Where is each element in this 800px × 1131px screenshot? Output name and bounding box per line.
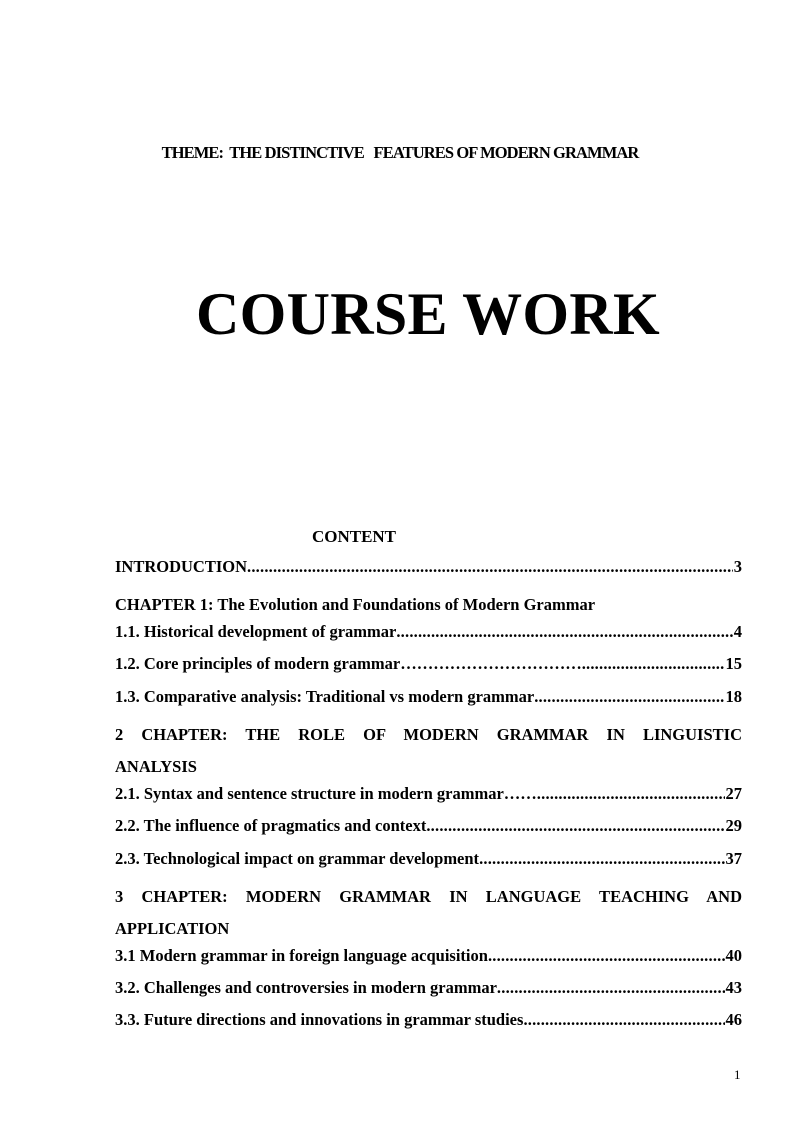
toc-entry-1-3 — [115, 687, 742, 719]
toc-chapter-2-heading-line1: 2 CHAPTER: THE ROLE OF MODERN GRAMMAR IN LINGUISTIC — [115, 724, 742, 744]
dot-leader — [396, 622, 732, 642]
content-heading: CONTENT — [311, 527, 397, 546]
dot-leader — [523, 1010, 724, 1030]
toc-chapter-3-heading-line2: APPLICATION — [115, 919, 230, 939]
dot-leader — [537, 784, 725, 804]
toc-entry-page: 3 — [733, 557, 742, 576]
toc-entry-label: 3.3. Future directions and innovations in grammar studies — [115, 1010, 524, 1030]
toc-chapter-1-heading: CHAPTER 1: The Evolution and Foundations of Modern Grammar — [115, 595, 596, 615]
table-of-contents — [115, 557, 742, 1043]
toc-entry-2-1 — [115, 784, 742, 816]
toc-entry-label: INTRODUCTION — [115, 557, 248, 576]
dot-leader — [479, 849, 724, 869]
toc-entry-page: 18 — [725, 686, 742, 706]
toc-entry-page: 37 — [725, 848, 742, 868]
toc-entry-3-1 — [115, 946, 742, 978]
dot-leader — [534, 687, 724, 707]
toc-entry-label: 2.2. The influence of pragmatics and context — [115, 816, 427, 836]
toc-entry-page: 43 — [725, 978, 742, 998]
toc-entry-page: 27 — [725, 783, 742, 803]
toc-chapter-3-heading-line1: 3 CHAPTER: MODERN GRAMMAR IN LANGUAGE TEACHING AND — [115, 886, 742, 906]
toc-entry-3-2 — [115, 978, 742, 1010]
document-title: COURSE WORK — [196, 281, 660, 347]
toc-entry-label: 1.2. Core principles of modern grammar…………………………… — [115, 654, 582, 674]
toc-chapter-2-heading-line2: ANALYSIS — [115, 757, 197, 777]
toc-entry-label: 3.2. Challenges and controversies in modern grammar — [115, 978, 497, 998]
toc-entry-introduction — [115, 557, 742, 589]
toc-entry-page: 29 — [725, 816, 742, 836]
toc-entry-3-3 — [115, 1010, 742, 1042]
toc-entry-page: 4 — [733, 621, 742, 641]
toc-entry-label: 3.1 Modern grammar in foreign language acquisition — [115, 945, 488, 965]
dot-leader — [426, 816, 724, 836]
toc-entry-label: 2.1. Syntax and sentence structure in modern grammar…… — [115, 783, 537, 803]
toc-entry-label: 1.1. Historical development of grammar — [115, 621, 397, 641]
toc-entry-2-2 — [115, 816, 742, 848]
page-number: 1 — [734, 1067, 741, 1082]
document-theme: THEME: THE DISTINCTIVE FEATURES OF MODERN GRAMMAR — [161, 143, 639, 162]
dot-leader — [488, 946, 725, 966]
toc-entry-label: 1.3. Comparative analysis: Traditional vs modern grammar — [115, 686, 535, 706]
toc-entry-page: 40 — [725, 945, 742, 965]
toc-entry-1-2 — [115, 654, 742, 686]
toc-entry-page: 15 — [725, 654, 742, 674]
dot-leader — [247, 557, 733, 577]
dot-leader — [497, 978, 725, 998]
dot-leader — [582, 654, 725, 674]
toc-entry-1-1 — [115, 622, 742, 654]
toc-entry-2-3 — [115, 849, 742, 881]
toc-entry-label: 2.3. Technological impact on grammar development — [115, 848, 480, 868]
toc-entry-page: 46 — [725, 1010, 742, 1030]
